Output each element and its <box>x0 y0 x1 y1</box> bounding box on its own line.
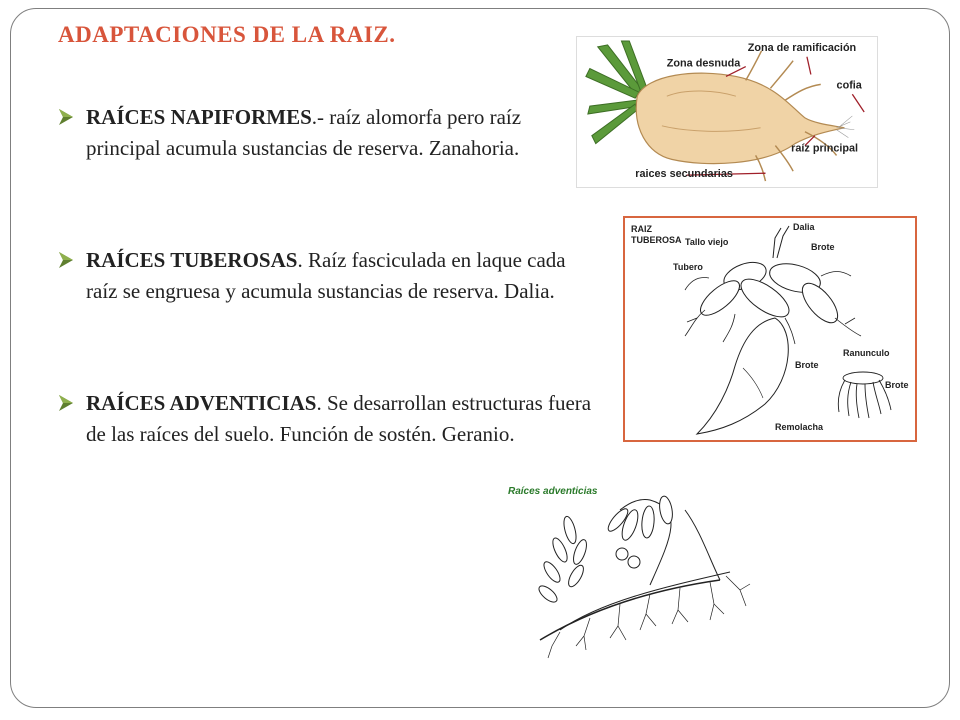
label-brote-3: Brote <box>885 380 909 390</box>
label-ranunculo: Ranunculo <box>843 348 890 358</box>
napiform-root-figure <box>576 36 878 188</box>
bullet-term: RAÍCES TUBEROSAS <box>86 248 298 272</box>
label-raiz-principal: raíz principal <box>791 142 859 155</box>
label-dalia: Dalia <box>793 222 815 232</box>
bullet-description: . Raíz fasciculada en laque cada raíz se engruesa y acumula sustancias de reserva. Dalia. <box>86 248 566 303</box>
bullet-tuberosas <box>58 245 598 307</box>
label-raices-secundarias: raices secundarias <box>635 168 733 181</box>
bullet-term: RAÍCES NAPIFORMES <box>86 105 312 129</box>
bullet-description: . Se desarrollan estructuras fuera de las raíces del suelo. Función de sostén. Geranio. <box>86 391 592 446</box>
arrow-bullet-icon <box>58 394 74 412</box>
label-remolacha: Remolacha <box>775 422 824 432</box>
bullet-text <box>86 245 598 307</box>
label-raiz: RAIZ <box>631 224 652 234</box>
bullet-adventicias <box>58 388 598 450</box>
bullet-text <box>86 388 598 450</box>
ranunculus-roots <box>838 372 891 418</box>
bullet-description: .- raíz alomorfa pero raíz principal acumula sustancias de reserva. Zanahoria. <box>86 105 522 160</box>
slide-title: ADAPTACIONES DE LA RAIZ. <box>58 22 396 47</box>
carrot-leaves <box>586 41 647 144</box>
beet-root <box>697 318 788 434</box>
label-tuberosa: TUBEROSA <box>631 235 682 245</box>
label-tubero: Tubero <box>673 262 703 272</box>
bullet-napiformes <box>58 102 598 164</box>
arrow-bullet-icon <box>58 251 74 269</box>
label-brote-2: Brote <box>795 360 819 370</box>
bullet-text <box>86 102 598 164</box>
label-tallo-viejo: Tallo viejo <box>685 237 729 247</box>
label-raices-adventicias: Raíces adventicias <box>508 486 598 497</box>
bullet-term: RAÍCES ADVENTICIAS <box>86 391 317 415</box>
label-brote-1: Brote <box>811 242 835 252</box>
tuberous-root-figure <box>623 216 917 442</box>
label-zona-desnuda: Zona desnuda <box>666 57 741 70</box>
label-zona-ramificacion: Zona de ramificación <box>747 41 857 54</box>
arrow-bullet-icon <box>58 108 74 126</box>
adventitious-root-figure <box>500 480 790 680</box>
label-cofia: cofia <box>836 79 862 92</box>
